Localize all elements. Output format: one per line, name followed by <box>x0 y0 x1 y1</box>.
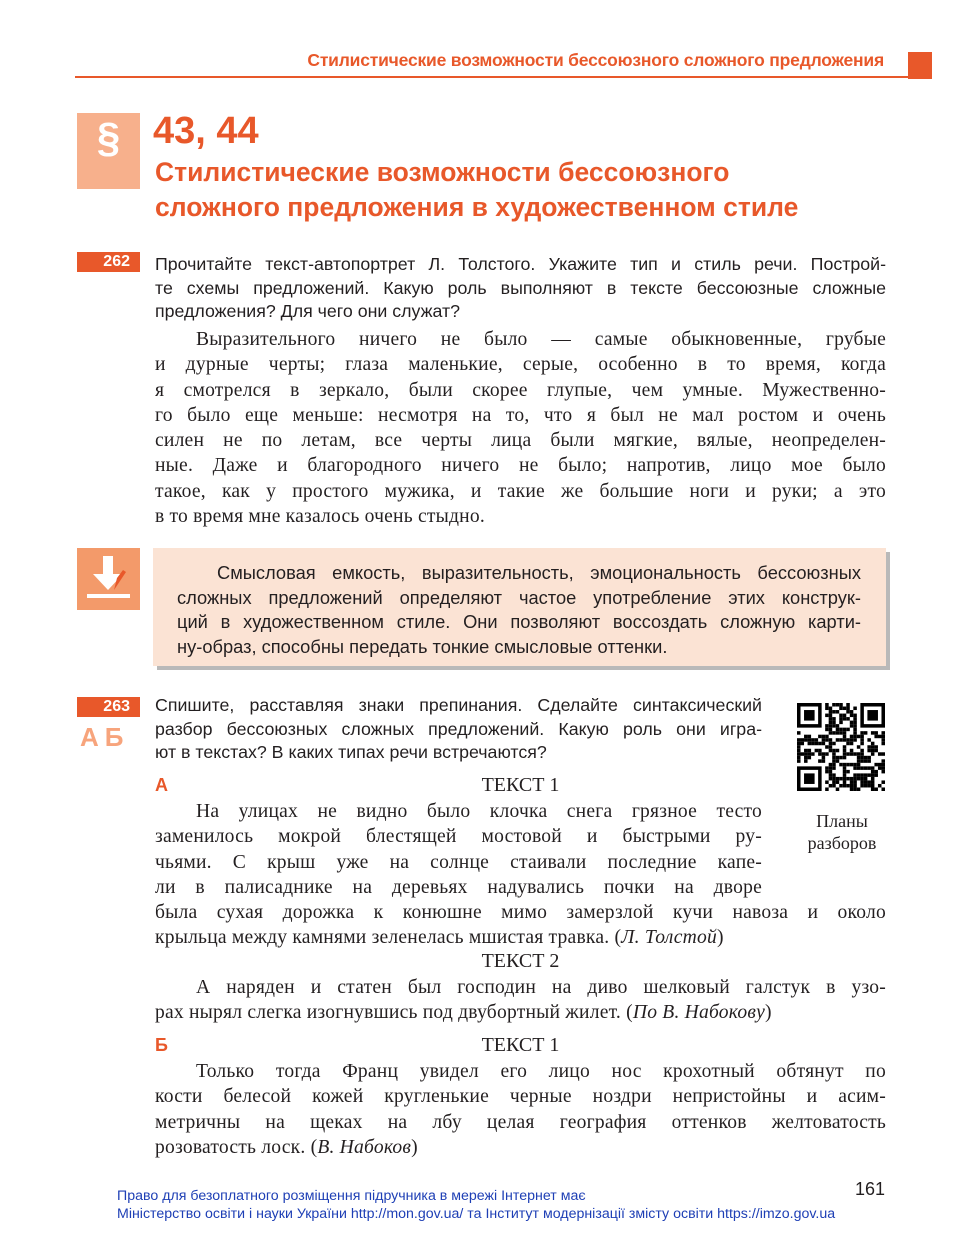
line-text: Стилистические возможности бессоюзного <box>155 157 730 187</box>
text-line <box>155 1000 886 1025</box>
exercise-number-label: 263 <box>103 698 130 715</box>
text-line <box>155 403 886 428</box>
text-line <box>177 586 861 611</box>
line-text: Только тогда Франц увидел его лицо нос крохотный обтянут по <box>196 1061 886 1082</box>
qr-caption <box>790 810 894 854</box>
line-text: Выразительного ничего не было — самые обыкновенные, грубые <box>196 329 886 350</box>
text-line <box>155 300 886 324</box>
text-line <box>155 741 762 765</box>
text-heading: ТЕКСТ 2 <box>481 950 560 972</box>
text-line <box>155 453 886 478</box>
line-text: те схемы предложений. Какую роль выполняют в тексте бессоюзные сложные <box>155 277 886 298</box>
line-text: я смотрелся в зеркало, были скорее глупые, чем умные. Мужественно- <box>155 379 886 401</box>
header-divider <box>75 76 909 78</box>
license-footer <box>117 1187 835 1223</box>
exercise-number-label: 262 <box>103 253 130 270</box>
running-title: Стилистические возможности бессоюзного сложного предложения <box>307 50 884 70</box>
line-text: в то время мне казалось очень стыдно. <box>155 506 485 528</box>
line-text: го было еще меньше: несмотря на то, что я был не мал ростом и очень <box>155 404 886 426</box>
text-line <box>177 610 861 635</box>
text-line <box>155 925 886 950</box>
part-letter-b: Б <box>155 1035 168 1055</box>
qr-caption-line: разборов <box>807 833 877 853</box>
text-line <box>155 824 762 849</box>
icon-letters: АБ <box>80 722 130 752</box>
header-accent-block <box>908 52 932 79</box>
line-text: предложения? Для чего они служат? <box>155 301 461 322</box>
source-attribution: ( В. Набоков ) <box>311 1137 418 1158</box>
text-line <box>155 975 886 1000</box>
line-text: и дурные черты; глаза маленькие, серые, особенно в то время, когда <box>155 354 886 376</box>
text-line <box>155 378 886 403</box>
line-text: сложного предложения в художественном стиле <box>155 192 799 222</box>
exercise-263-task <box>155 694 762 765</box>
page-number: 161 <box>855 1179 886 1199</box>
text-line <box>155 1059 886 1084</box>
line-text: крыльца между камнями зеленелась мшистая травка. <box>155 927 610 949</box>
source-attribution: ( Л. Толстой ) <box>614 927 723 948</box>
text-line <box>155 253 886 277</box>
part-a-text1-p2 <box>155 900 886 951</box>
line-text: заменилось мокрой блестящей мостовой и быстрыми ру- <box>155 826 762 848</box>
text-line <box>177 561 861 586</box>
footer-line[interactable]: Міністерство освіти і науки України http://mon.gov.ua/ та Інститут модернізації змісту освіти https://imzo.gov.ua <box>117 1206 836 1222</box>
text-line <box>155 504 886 529</box>
line-text: силен не по летам, все черты лица были мягкие, вялые, неопределен- <box>155 430 886 452</box>
text-line <box>155 694 762 718</box>
line-text: рах нырял слегка изогнувшись под двубортный жилет. <box>155 1002 621 1024</box>
line-text: разбор бессоюзных сложных предложений. Какую роль они игра- <box>155 718 762 739</box>
exercise-number-263 <box>77 697 140 717</box>
line-text: метричны на щеках на лбу целая география оттенков желтоватость <box>155 1111 886 1133</box>
rule-text <box>177 561 861 659</box>
part-a-text1-p1 <box>155 799 762 900</box>
footer-line: Право для безоплатного розміщення підручника в мережі Інтернет має <box>117 1188 586 1204</box>
section-numbers: 43, 44 <box>153 110 259 152</box>
line-text: кости белесой кожей кругленькие черные ноздри непристойны и асим- <box>155 1086 886 1108</box>
part-a-text2 <box>155 975 886 1026</box>
text-line <box>155 718 762 742</box>
line-text: была сухая дорожка к конюшне мимо замерзлой кучи навоза и около <box>155 902 886 923</box>
download-arrow-icon <box>77 548 140 610</box>
letters-a-b-icon <box>80 722 135 772</box>
rule-box <box>153 548 886 666</box>
line-text: ют в текстах? В каких типах речи встречаются? <box>155 742 547 763</box>
text-line <box>155 428 886 453</box>
part-letter-a: А <box>155 775 168 795</box>
text-line <box>155 875 762 900</box>
line-text: ли в палисаднике на деревьях надувались почки на дворе <box>155 876 762 898</box>
text-line <box>155 190 798 225</box>
text-line <box>155 1135 886 1160</box>
text-line <box>155 850 762 875</box>
text-line <box>155 277 886 301</box>
section-symbol-box <box>77 113 140 189</box>
text-line <box>155 479 886 504</box>
line-text: ций в художественном стиле. Они позволяют воссоздать сложную карти- <box>177 611 861 633</box>
text-line <box>155 327 886 352</box>
qr-caption-line: Планы <box>816 811 868 831</box>
text-heading: ТЕКСТ 1 <box>481 774 560 796</box>
line-text: Смысловая емкость, выразительность, эмоциональность бессоюзных <box>217 562 861 583</box>
section-title <box>155 155 798 225</box>
exercise-262-text <box>155 327 886 529</box>
text-heading: ТЕКСТ 1 <box>481 1034 560 1056</box>
part-b-text1 <box>155 1059 886 1160</box>
section-symbol: § <box>96 114 121 161</box>
text-line <box>155 155 798 190</box>
text-line <box>177 635 861 660</box>
line-text: На улицах не видно было клочка снега грязное тесто <box>196 801 762 822</box>
exercise-number-262 <box>77 252 140 272</box>
line-text: розоватость лоск. <box>155 1136 306 1158</box>
text-line <box>155 1084 886 1109</box>
line-text: сложных предложений определяют частое употребление этих конструк- <box>177 586 861 608</box>
line-text: такое, как у простого мужика, и такие же большие ноги и руки; а это <box>155 480 886 502</box>
line-text: чьями. С крыш уже на солнце стаивали последние капе- <box>155 851 762 873</box>
text-line <box>155 799 762 824</box>
exercise-262-task <box>155 253 886 324</box>
source-attribution: ( По В. Набокову ) <box>626 1002 772 1023</box>
line-text: А наряден и статен был господин на диво шелковый галстук в узо- <box>196 977 886 998</box>
text-line <box>155 352 886 377</box>
line-text: Прочитайте текст-автопортрет Л. Толстого. Укажите тип и стиль речи. Построй- <box>155 254 886 274</box>
line-text: ные. Даже и благородного ничего не было; напротив, лицо мое было <box>155 455 886 477</box>
line-text: ну-образ, способны передать тонкие смысловые оттенки. <box>177 635 668 657</box>
line-text: Спишите, расставляя знаки препинания. Сделайте синтаксический <box>155 695 762 715</box>
text-line <box>155 900 886 925</box>
text-line <box>155 1110 886 1135</box>
